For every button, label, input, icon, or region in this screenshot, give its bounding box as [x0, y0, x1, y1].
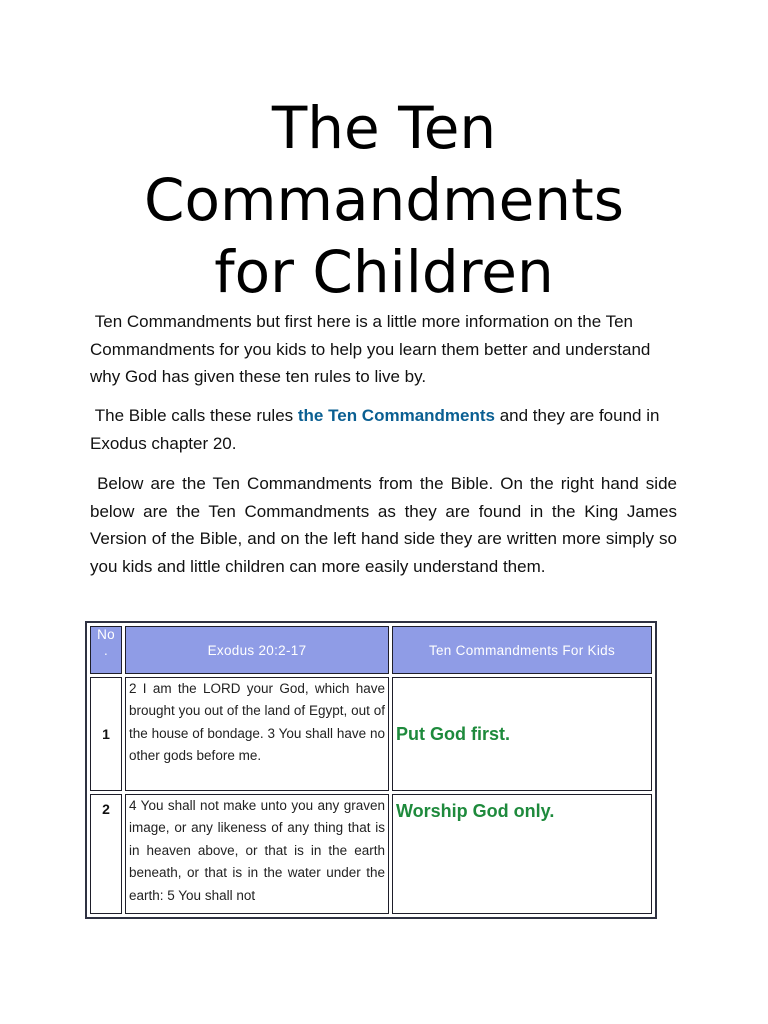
ten-commandments-link[interactable]: the Ten Commandments [297, 406, 495, 425]
kids-text: Worship God only. [392, 794, 652, 914]
exodus-text-cell [125, 794, 389, 914]
title-line-2: Commandments [143, 166, 624, 234]
page-title [0, 92, 768, 308]
table-header-row [90, 626, 652, 674]
below-paragraph [90, 470, 677, 580]
bible-rules-after: and they are found in Exodus chapter 20. [90, 406, 660, 453]
exodus-text: 4 You shall not make unto you any graven image, or any likeness of any thing that is in heaven above, or that is in the earth beneath, or that is in the water under the earth: 5 You shall not [129, 798, 385, 903]
header-kids: Ten Commandments For Kids [392, 626, 652, 674]
bible-rules-before: The Bible calls these rules [94, 406, 298, 425]
table-row [90, 794, 652, 914]
intro-text: Ten Commandments but first here is a little more information on the Ten Commandments for you kids to help you learn them better and understand why God has given these ten rules to live by. [90, 312, 651, 386]
row-number: 2 [90, 794, 122, 914]
exodus-text: 2 I am the LORD your God, which have brought you out of the land of Egypt, out of the house of bondage. 3 You shall have no other gods before me. [129, 681, 385, 764]
header-no-label: No . [97, 627, 115, 658]
intro-paragraph [90, 308, 677, 391]
title-line-1: The Ten [271, 94, 497, 162]
bible-rules-paragraph [90, 402, 677, 457]
table-row [90, 677, 652, 791]
exodus-text-cell [125, 677, 389, 791]
kids-text: Put God first. [392, 677, 652, 791]
below-text: Below are the Ten Commandments from the Bible. On the right hand side below are the Ten Commandments as they are found in the King James Version of the Bible, and on the left hand side they are written more simply so you kids and little children can more easily understand them. [90, 474, 677, 576]
commandments-table [85, 621, 657, 919]
title-line-3: for Children [214, 238, 554, 306]
header-exodus: Exodus 20:2-17 [125, 626, 389, 674]
header-no [90, 626, 122, 674]
row-number: 1 [90, 677, 122, 791]
